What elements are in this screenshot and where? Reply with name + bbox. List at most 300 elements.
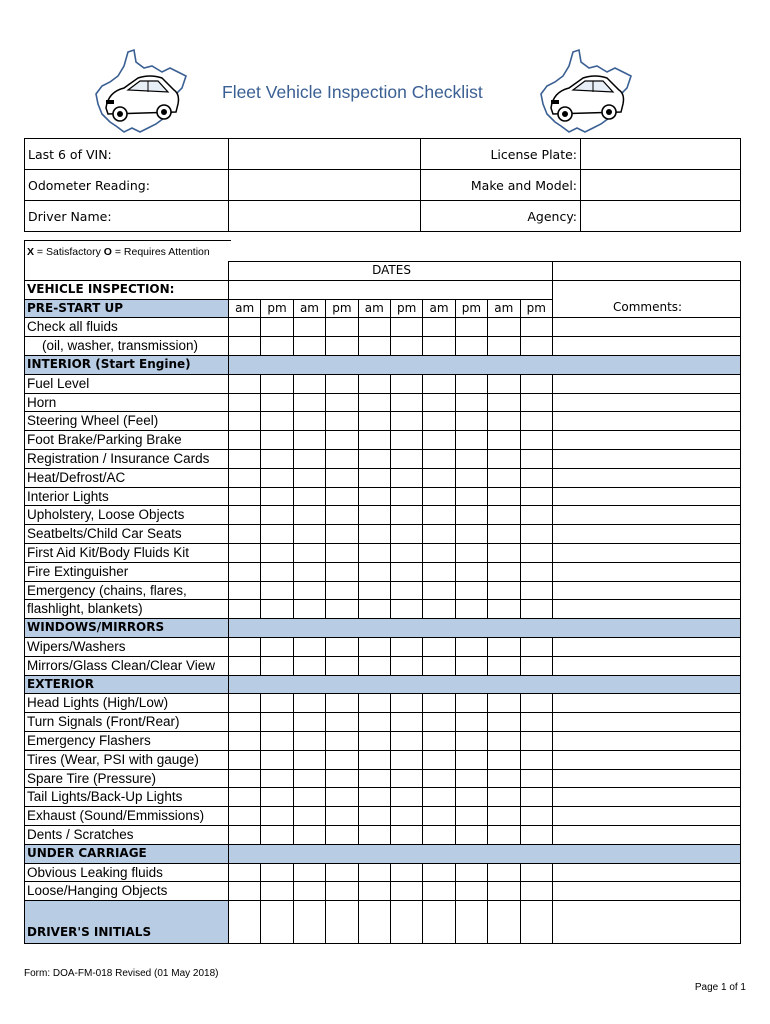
check-cell[interactable]: [520, 374, 553, 393]
check-cell[interactable]: [390, 562, 422, 581]
check-cell[interactable]: [520, 656, 553, 675]
check-cell[interactable]: [390, 713, 422, 732]
check-cell[interactable]: [520, 694, 553, 713]
check-cell[interactable]: [229, 863, 261, 882]
check-cell[interactable]: [326, 449, 358, 468]
check-cell[interactable]: [488, 318, 520, 337]
check-cell[interactable]: [455, 431, 487, 450]
check-cell[interactable]: [488, 769, 520, 788]
check-cell[interactable]: [520, 581, 553, 600]
check-cell[interactable]: [293, 543, 325, 562]
check-cell[interactable]: [520, 337, 553, 356]
check-cell[interactable]: [488, 788, 520, 807]
check-cell[interactable]: [261, 468, 293, 487]
check-cell[interactable]: [326, 525, 358, 544]
check-cell[interactable]: [520, 807, 553, 826]
check-cell[interactable]: [293, 506, 325, 525]
check-cell[interactable]: [423, 562, 455, 581]
check-cell[interactable]: [358, 807, 390, 826]
check-cell[interactable]: [293, 637, 325, 656]
check-cell[interactable]: [423, 769, 455, 788]
check-cell[interactable]: [261, 769, 293, 788]
check-cell[interactable]: [423, 581, 455, 600]
check-cell[interactable]: [261, 449, 293, 468]
check-cell[interactable]: [293, 412, 325, 431]
check-cell[interactable]: [261, 637, 293, 656]
check-cell[interactable]: [455, 449, 487, 468]
check-cell[interactable]: [293, 449, 325, 468]
check-cell[interactable]: [326, 637, 358, 656]
check-cell[interactable]: [358, 731, 390, 750]
check-cell[interactable]: [390, 807, 422, 826]
odometer-field[interactable]: [229, 170, 421, 201]
comment-cell[interactable]: [553, 581, 741, 600]
check-cell[interactable]: [293, 525, 325, 544]
check-cell[interactable]: [423, 374, 455, 393]
check-cell[interactable]: [229, 562, 261, 581]
check-cell[interactable]: [261, 525, 293, 544]
check-cell[interactable]: [520, 431, 553, 450]
check-cell[interactable]: [390, 656, 422, 675]
check-cell[interactable]: [326, 825, 358, 844]
check-cell[interactable]: [390, 506, 422, 525]
check-cell[interactable]: [455, 882, 487, 901]
check-cell[interactable]: [455, 374, 487, 393]
check-cell[interactable]: [488, 337, 520, 356]
initials-cell[interactable]: [358, 901, 390, 944]
check-cell[interactable]: [390, 468, 422, 487]
check-cell[interactable]: [293, 487, 325, 506]
check-cell[interactable]: [520, 882, 553, 901]
check-cell[interactable]: [455, 694, 487, 713]
check-cell[interactable]: [423, 468, 455, 487]
check-cell[interactable]: [488, 863, 520, 882]
check-cell[interactable]: [423, 713, 455, 732]
check-cell[interactable]: [423, 525, 455, 544]
check-cell[interactable]: [358, 506, 390, 525]
initials-cell[interactable]: [520, 901, 553, 944]
check-cell[interactable]: [229, 468, 261, 487]
check-cell[interactable]: [390, 600, 422, 619]
check-cell[interactable]: [326, 656, 358, 675]
check-cell[interactable]: [229, 731, 261, 750]
check-cell[interactable]: [358, 694, 390, 713]
comment-cell[interactable]: [553, 713, 741, 732]
check-cell[interactable]: [455, 863, 487, 882]
comment-cell[interactable]: [553, 882, 741, 901]
check-cell[interactable]: [455, 731, 487, 750]
check-cell[interactable]: [455, 318, 487, 337]
check-cell[interactable]: [390, 412, 422, 431]
check-cell[interactable]: [390, 487, 422, 506]
check-cell[interactable]: [326, 543, 358, 562]
check-cell[interactable]: [229, 506, 261, 525]
check-cell[interactable]: [326, 412, 358, 431]
check-cell[interactable]: [488, 393, 520, 412]
check-cell[interactable]: [326, 487, 358, 506]
check-cell[interactable]: [326, 882, 358, 901]
vin-field[interactable]: [229, 139, 421, 170]
check-cell[interactable]: [326, 713, 358, 732]
comment-cell[interactable]: [553, 807, 741, 826]
check-cell[interactable]: [455, 337, 487, 356]
check-cell[interactable]: [358, 449, 390, 468]
check-cell[interactable]: [390, 863, 422, 882]
comment-cell[interactable]: [553, 525, 741, 544]
check-cell[interactable]: [261, 807, 293, 826]
check-cell[interactable]: [423, 807, 455, 826]
check-cell[interactable]: [229, 374, 261, 393]
check-cell[interactable]: [358, 431, 390, 450]
check-cell[interactable]: [390, 769, 422, 788]
check-cell[interactable]: [455, 393, 487, 412]
check-cell[interactable]: [326, 807, 358, 826]
check-cell[interactable]: [293, 656, 325, 675]
check-cell[interactable]: [488, 656, 520, 675]
check-cell[interactable]: [455, 506, 487, 525]
check-cell[interactable]: [520, 637, 553, 656]
check-cell[interactable]: [261, 543, 293, 562]
comment-cell[interactable]: [553, 318, 741, 337]
check-cell[interactable]: [229, 393, 261, 412]
check-cell[interactable]: [358, 393, 390, 412]
check-cell[interactable]: [229, 412, 261, 431]
check-cell[interactable]: [488, 581, 520, 600]
check-cell[interactable]: [358, 882, 390, 901]
check-cell[interactable]: [488, 713, 520, 732]
check-cell[interactable]: [293, 318, 325, 337]
initials-cell[interactable]: [326, 901, 358, 944]
check-cell[interactable]: [390, 581, 422, 600]
check-cell[interactable]: [488, 882, 520, 901]
check-cell[interactable]: [358, 487, 390, 506]
check-cell[interactable]: [293, 863, 325, 882]
check-cell[interactable]: [358, 525, 390, 544]
comment-cell[interactable]: [553, 637, 741, 656]
check-cell[interactable]: [488, 449, 520, 468]
comment-cell[interactable]: [553, 825, 741, 844]
check-cell[interactable]: [326, 731, 358, 750]
check-cell[interactable]: [326, 769, 358, 788]
check-cell[interactable]: [229, 713, 261, 732]
check-cell[interactable]: [326, 506, 358, 525]
check-cell[interactable]: [423, 431, 455, 450]
check-cell[interactable]: [261, 863, 293, 882]
check-cell[interactable]: [390, 525, 422, 544]
check-cell[interactable]: [520, 506, 553, 525]
check-cell[interactable]: [293, 825, 325, 844]
agency-field[interactable]: [581, 201, 741, 232]
check-cell[interactable]: [229, 882, 261, 901]
check-cell[interactable]: [229, 525, 261, 544]
check-cell[interactable]: [423, 449, 455, 468]
check-cell[interactable]: [390, 393, 422, 412]
check-cell[interactable]: [261, 750, 293, 769]
check-cell[interactable]: [261, 600, 293, 619]
check-cell[interactable]: [423, 337, 455, 356]
check-cell[interactable]: [326, 694, 358, 713]
check-cell[interactable]: [293, 581, 325, 600]
check-cell[interactable]: [326, 562, 358, 581]
check-cell[interactable]: [488, 600, 520, 619]
check-cell[interactable]: [390, 694, 422, 713]
check-cell[interactable]: [455, 543, 487, 562]
comment-cell[interactable]: [553, 769, 741, 788]
check-cell[interactable]: [261, 318, 293, 337]
check-cell[interactable]: [326, 788, 358, 807]
check-cell[interactable]: [261, 581, 293, 600]
check-cell[interactable]: [488, 468, 520, 487]
check-cell[interactable]: [358, 788, 390, 807]
check-cell[interactable]: [520, 543, 553, 562]
check-cell[interactable]: [423, 600, 455, 619]
check-cell[interactable]: [358, 374, 390, 393]
plate-field[interactable]: [581, 139, 741, 170]
check-cell[interactable]: [390, 882, 422, 901]
check-cell[interactable]: [229, 656, 261, 675]
check-cell[interactable]: [520, 318, 553, 337]
check-cell[interactable]: [423, 656, 455, 675]
check-cell[interactable]: [261, 431, 293, 450]
initials-cell[interactable]: [455, 901, 487, 944]
check-cell[interactable]: [390, 731, 422, 750]
check-cell[interactable]: [229, 431, 261, 450]
check-cell[interactable]: [455, 750, 487, 769]
check-cell[interactable]: [261, 337, 293, 356]
check-cell[interactable]: [520, 600, 553, 619]
check-cell[interactable]: [358, 769, 390, 788]
check-cell[interactable]: [229, 318, 261, 337]
initials-comment-cell[interactable]: [553, 901, 741, 944]
check-cell[interactable]: [229, 449, 261, 468]
check-cell[interactable]: [390, 825, 422, 844]
check-cell[interactable]: [358, 543, 390, 562]
check-cell[interactable]: [455, 656, 487, 675]
check-cell[interactable]: [326, 337, 358, 356]
check-cell[interactable]: [455, 562, 487, 581]
check-cell[interactable]: [423, 731, 455, 750]
comment-cell[interactable]: [553, 412, 741, 431]
comment-cell[interactable]: [553, 487, 741, 506]
check-cell[interactable]: [229, 694, 261, 713]
check-cell[interactable]: [358, 637, 390, 656]
check-cell[interactable]: [520, 750, 553, 769]
check-cell[interactable]: [261, 882, 293, 901]
check-cell[interactable]: [326, 863, 358, 882]
check-cell[interactable]: [520, 863, 553, 882]
check-cell[interactable]: [423, 637, 455, 656]
comment-cell[interactable]: [553, 694, 741, 713]
check-cell[interactable]: [358, 581, 390, 600]
check-cell[interactable]: [229, 543, 261, 562]
check-cell[interactable]: [261, 562, 293, 581]
check-cell[interactable]: [455, 807, 487, 826]
check-cell[interactable]: [293, 750, 325, 769]
comment-cell[interactable]: [553, 750, 741, 769]
check-cell[interactable]: [423, 412, 455, 431]
comment-cell[interactable]: [553, 468, 741, 487]
check-cell[interactable]: [455, 412, 487, 431]
check-cell[interactable]: [261, 731, 293, 750]
check-cell[interactable]: [455, 769, 487, 788]
check-cell[interactable]: [488, 412, 520, 431]
comment-cell[interactable]: [553, 562, 741, 581]
check-cell[interactable]: [261, 788, 293, 807]
check-cell[interactable]: [358, 713, 390, 732]
check-cell[interactable]: [261, 825, 293, 844]
check-cell[interactable]: [520, 562, 553, 581]
check-cell[interactable]: [261, 393, 293, 412]
check-cell[interactable]: [326, 393, 358, 412]
check-cell[interactable]: [390, 431, 422, 450]
check-cell[interactable]: [488, 506, 520, 525]
initials-cell[interactable]: [488, 901, 520, 944]
check-cell[interactable]: [520, 393, 553, 412]
check-cell[interactable]: [326, 374, 358, 393]
check-cell[interactable]: [390, 374, 422, 393]
check-cell[interactable]: [358, 825, 390, 844]
check-cell[interactable]: [326, 581, 358, 600]
check-cell[interactable]: [229, 788, 261, 807]
comment-cell[interactable]: [553, 393, 741, 412]
check-cell[interactable]: [293, 374, 325, 393]
check-cell[interactable]: [390, 337, 422, 356]
check-cell[interactable]: [455, 525, 487, 544]
check-cell[interactable]: [390, 637, 422, 656]
check-cell[interactable]: [358, 468, 390, 487]
check-cell[interactable]: [423, 750, 455, 769]
check-cell[interactable]: [293, 431, 325, 450]
initials-cell[interactable]: [390, 901, 422, 944]
check-cell[interactable]: [326, 600, 358, 619]
check-cell[interactable]: [455, 713, 487, 732]
check-cell[interactable]: [229, 487, 261, 506]
check-cell[interactable]: [390, 543, 422, 562]
check-cell[interactable]: [358, 412, 390, 431]
check-cell[interactable]: [293, 807, 325, 826]
check-cell[interactable]: [488, 431, 520, 450]
check-cell[interactable]: [488, 750, 520, 769]
check-cell[interactable]: [520, 487, 553, 506]
check-cell[interactable]: [326, 318, 358, 337]
check-cell[interactable]: [423, 882, 455, 901]
check-cell[interactable]: [261, 487, 293, 506]
check-cell[interactable]: [326, 431, 358, 450]
comment-cell[interactable]: [553, 337, 741, 356]
check-cell[interactable]: [293, 694, 325, 713]
check-cell[interactable]: [488, 562, 520, 581]
check-cell[interactable]: [229, 600, 261, 619]
check-cell[interactable]: [520, 825, 553, 844]
comment-cell[interactable]: [553, 374, 741, 393]
check-cell[interactable]: [488, 731, 520, 750]
check-cell[interactable]: [293, 393, 325, 412]
check-cell[interactable]: [326, 750, 358, 769]
check-cell[interactable]: [455, 468, 487, 487]
check-cell[interactable]: [229, 825, 261, 844]
comment-cell[interactable]: [553, 543, 741, 562]
check-cell[interactable]: [358, 318, 390, 337]
initials-cell[interactable]: [261, 901, 293, 944]
initials-cell[interactable]: [229, 901, 261, 944]
check-cell[interactable]: [229, 769, 261, 788]
check-cell[interactable]: [520, 412, 553, 431]
driver-name-field[interactable]: [229, 201, 421, 232]
check-cell[interactable]: [261, 506, 293, 525]
check-cell[interactable]: [261, 656, 293, 675]
check-cell[interactable]: [423, 543, 455, 562]
check-cell[interactable]: [261, 713, 293, 732]
check-cell[interactable]: [390, 449, 422, 468]
check-cell[interactable]: [293, 562, 325, 581]
check-cell[interactable]: [293, 468, 325, 487]
check-cell[interactable]: [261, 694, 293, 713]
comment-cell[interactable]: [553, 788, 741, 807]
check-cell[interactable]: [488, 694, 520, 713]
check-cell[interactable]: [293, 882, 325, 901]
check-cell[interactable]: [229, 637, 261, 656]
check-cell[interactable]: [423, 487, 455, 506]
check-cell[interactable]: [455, 600, 487, 619]
check-cell[interactable]: [358, 656, 390, 675]
check-cell[interactable]: [261, 412, 293, 431]
check-cell[interactable]: [358, 337, 390, 356]
comment-cell[interactable]: [553, 449, 741, 468]
check-cell[interactable]: [390, 318, 422, 337]
comment-cell[interactable]: [553, 863, 741, 882]
check-cell[interactable]: [488, 543, 520, 562]
check-cell[interactable]: [423, 788, 455, 807]
initials-cell[interactable]: [423, 901, 455, 944]
check-cell[interactable]: [520, 731, 553, 750]
check-cell[interactable]: [488, 807, 520, 826]
check-cell[interactable]: [423, 694, 455, 713]
check-cell[interactable]: [261, 374, 293, 393]
check-cell[interactable]: [520, 468, 553, 487]
comment-cell[interactable]: [553, 431, 741, 450]
check-cell[interactable]: [229, 581, 261, 600]
check-cell[interactable]: [488, 374, 520, 393]
check-cell[interactable]: [390, 750, 422, 769]
check-cell[interactable]: [229, 750, 261, 769]
check-cell[interactable]: [293, 731, 325, 750]
comment-cell[interactable]: [553, 506, 741, 525]
check-cell[interactable]: [455, 637, 487, 656]
check-cell[interactable]: [423, 318, 455, 337]
check-cell[interactable]: [358, 750, 390, 769]
comment-cell[interactable]: [553, 731, 741, 750]
check-cell[interactable]: [455, 825, 487, 844]
check-cell[interactable]: [293, 600, 325, 619]
check-cell[interactable]: [358, 863, 390, 882]
check-cell[interactable]: [488, 825, 520, 844]
check-cell[interactable]: [520, 788, 553, 807]
comment-cell[interactable]: [553, 656, 741, 675]
check-cell[interactable]: [358, 600, 390, 619]
check-cell[interactable]: [326, 468, 358, 487]
check-cell[interactable]: [358, 562, 390, 581]
check-cell[interactable]: [455, 788, 487, 807]
check-cell[interactable]: [488, 637, 520, 656]
make-model-field[interactable]: [581, 170, 741, 201]
check-cell[interactable]: [520, 769, 553, 788]
check-cell[interactable]: [488, 525, 520, 544]
check-cell[interactable]: [423, 825, 455, 844]
check-cell[interactable]: [520, 713, 553, 732]
check-cell[interactable]: [520, 525, 553, 544]
check-cell[interactable]: [229, 337, 261, 356]
check-cell[interactable]: [423, 863, 455, 882]
